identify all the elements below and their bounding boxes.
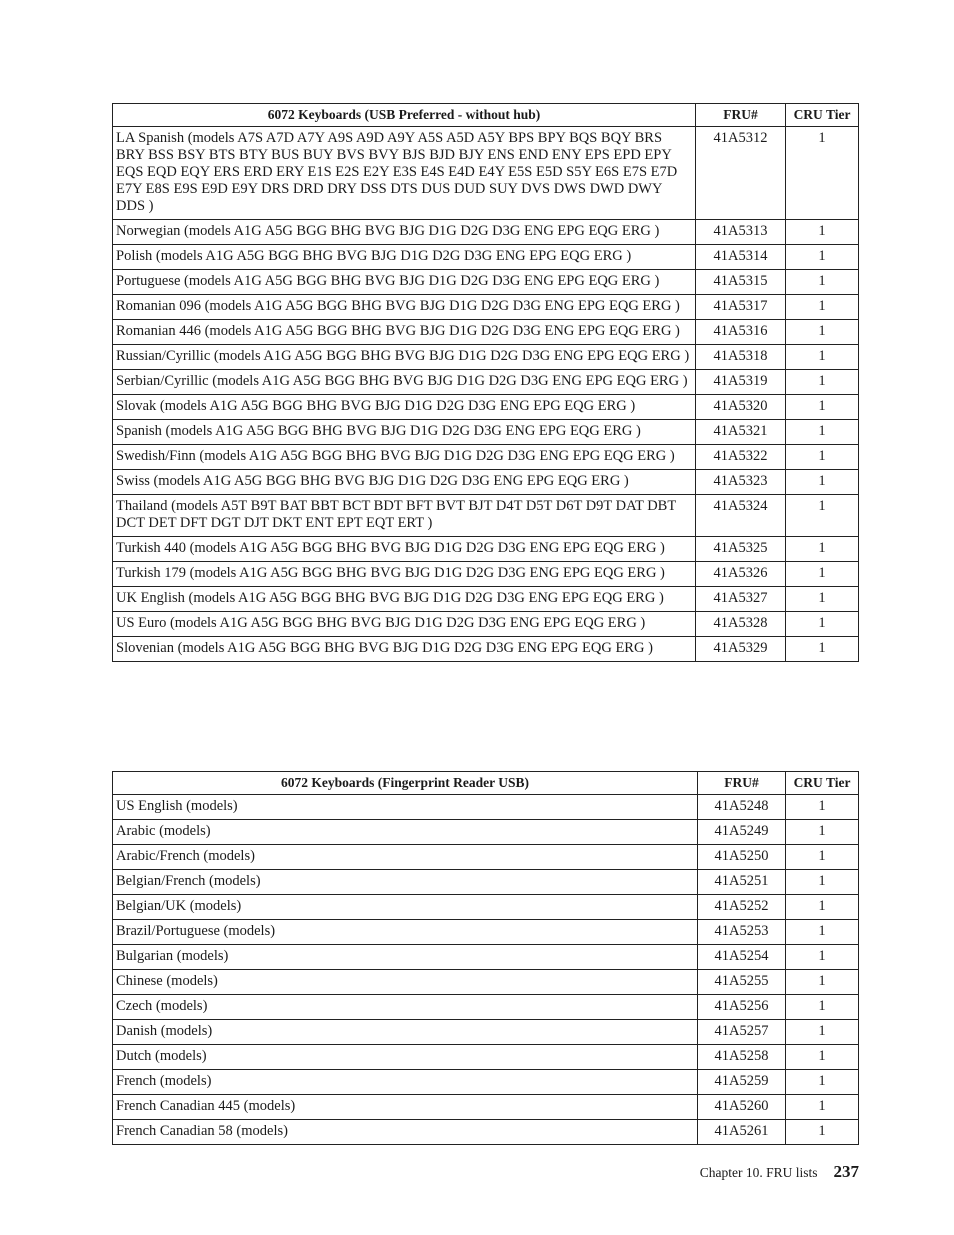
table-row: [113, 920, 859, 945]
table-row: [113, 587, 859, 612]
cell-fru-number: 41A5260: [698, 1095, 786, 1120]
cell-description: Thailand (models A5T B9T BAT BBT BCT BDT BFT BVT BJT D4T D5T D6T D9T DAT DBT DCT DET DFT DGT DJT DKT ENT EPT EQT ERT ): [113, 495, 696, 537]
cell-description: Slovenian (models A1G A5G BGG BHG BVG BJG D1G D2G D3G ENG EPG EQG ERG ): [113, 637, 696, 662]
cell-description: Romanian 096 (models A1G A5G BGG BHG BVG BJG D1G D2G D3G ENG EPG EQG ERG ): [113, 295, 696, 320]
table-row: [113, 1020, 859, 1045]
cell-cru-tier: 1: [786, 395, 859, 420]
cell-fru-number: 41A5253: [698, 920, 786, 945]
cell-cru-tier: 1: [786, 1095, 859, 1120]
cell-description: Arabic/French (models): [113, 845, 698, 870]
cell-fru-number: 41A5325: [696, 537, 786, 562]
cell-fru-number: 41A5316: [696, 320, 786, 345]
table-row: [113, 1120, 859, 1145]
column-header-fru: FRU#: [698, 772, 786, 795]
cell-fru-number: 41A5313: [696, 220, 786, 245]
cell-description: French Canadian 58 (models): [113, 1120, 698, 1145]
cell-description: Serbian/Cyrillic (models A1G A5G BGG BHG BVG BJG D1G D2G D3G ENG EPG EQG ERG ): [113, 370, 696, 395]
cell-cru-tier: 1: [786, 345, 859, 370]
table-row: [113, 245, 859, 270]
table-row: [113, 1070, 859, 1095]
cell-description: Chinese (models): [113, 970, 698, 995]
cell-cru-tier: 1: [786, 795, 859, 820]
cell-fru-number: 41A5329: [696, 637, 786, 662]
table-row: [113, 320, 859, 345]
cell-cru-tier: 1: [786, 870, 859, 895]
cell-description: Polish (models A1G A5G BGG BHG BVG BJG D1G D2G D3G ENG EPG EQG ERG ): [113, 245, 696, 270]
cell-fru-number: 41A5321: [696, 420, 786, 445]
cell-description: Norwegian (models A1G A5G BGG BHG BVG BJG D1G D2G D3G ENG EPG EQG ERG ): [113, 220, 696, 245]
cell-fru-number: 41A5327: [696, 587, 786, 612]
fru-table-usb-preferred: [112, 103, 859, 662]
cell-fru-number: 41A5256: [698, 995, 786, 1020]
cell-cru-tier: 1: [786, 945, 859, 970]
table-row: [113, 270, 859, 295]
cell-fru-number: 41A5318: [696, 345, 786, 370]
cell-fru-number: 41A5317: [696, 295, 786, 320]
cell-description: Bulgarian (models): [113, 945, 698, 970]
cell-description: Turkish 440 (models A1G A5G BGG BHG BVG BJG D1G D2G D3G ENG EPG EQG ERG ): [113, 537, 696, 562]
table-row: [113, 820, 859, 845]
cell-cru-tier: 1: [786, 127, 859, 220]
table-row: [113, 637, 859, 662]
table-row: [113, 420, 859, 445]
cell-description: Russian/Cyrillic (models A1G A5G BGG BHG BVG BJG D1G D2G D3G ENG EPG EQG ERG ): [113, 345, 696, 370]
cell-cru-tier: 1: [786, 845, 859, 870]
cell-cru-tier: 1: [786, 470, 859, 495]
page-number: 237: [833, 1162, 859, 1181]
column-header-description: 6072 Keyboards (Fingerprint Reader USB): [113, 772, 698, 795]
cell-description: Swiss (models A1G A5G BGG BHG BVG BJG D1G D2G D3G ENG EPG EQG ERG ): [113, 470, 696, 495]
cell-cru-tier: 1: [786, 895, 859, 920]
fru-table-fingerprint-reader: [112, 771, 859, 1145]
cell-cru-tier: 1: [786, 270, 859, 295]
cell-cru-tier: 1: [786, 1070, 859, 1095]
table-row: [113, 220, 859, 245]
cell-cru-tier: 1: [786, 970, 859, 995]
cell-description: Slovak (models A1G A5G BGG BHG BVG BJG D1G D2G D3G ENG EPG EQG ERG ): [113, 395, 696, 420]
table-row: [113, 970, 859, 995]
cell-cru-tier: 1: [786, 537, 859, 562]
table-row: [113, 562, 859, 587]
cell-description: Spanish (models A1G A5G BGG BHG BVG BJG D1G D2G D3G ENG EPG EQG ERG ): [113, 420, 696, 445]
table-header-row: [113, 772, 859, 795]
table-row: [113, 127, 859, 220]
cell-cru-tier: 1: [786, 245, 859, 270]
table-row: [113, 345, 859, 370]
cell-fru-number: 41A5322: [696, 445, 786, 470]
cell-cru-tier: 1: [786, 1020, 859, 1045]
cell-cru-tier: 1: [786, 637, 859, 662]
column-header-description: 6072 Keyboards (USB Preferred - without hub): [113, 104, 696, 127]
cell-fru-number: 41A5259: [698, 1070, 786, 1095]
cell-fru-number: 41A5250: [698, 845, 786, 870]
cell-cru-tier: 1: [786, 562, 859, 587]
cell-fru-number: 41A5320: [696, 395, 786, 420]
cell-cru-tier: 1: [786, 587, 859, 612]
cell-cru-tier: 1: [786, 220, 859, 245]
cell-fru-number: 41A5326: [696, 562, 786, 587]
cell-fru-number: 41A5312: [696, 127, 786, 220]
column-header-fru: FRU#: [696, 104, 786, 127]
table-row: [113, 445, 859, 470]
cell-cru-tier: 1: [786, 820, 859, 845]
cell-fru-number: 41A5261: [698, 1120, 786, 1145]
table-header-row: [113, 104, 859, 127]
table-row: [113, 612, 859, 637]
cell-cru-tier: 1: [786, 445, 859, 470]
table-row: [113, 1045, 859, 1070]
cell-description: Swedish/Finn (models A1G A5G BGG BHG BVG BJG D1G D2G D3G ENG EPG EQG ERG ): [113, 445, 696, 470]
table-row: [113, 1095, 859, 1120]
page-footer: [700, 1162, 859, 1182]
table-row: [113, 470, 859, 495]
cell-fru-number: 41A5257: [698, 1020, 786, 1045]
cell-description: French (models): [113, 1070, 698, 1095]
table-row: [113, 370, 859, 395]
chapter-title: Chapter 10. FRU lists: [699, 1165, 818, 1180]
cell-description: Romanian 446 (models A1G A5G BGG BHG BVG BJG D1G D2G D3G ENG EPG EQG ERG ): [113, 320, 696, 345]
cell-cru-tier: 1: [786, 995, 859, 1020]
cell-description: US English (models): [113, 795, 698, 820]
cell-fru-number: 41A5249: [698, 820, 786, 845]
cell-cru-tier: 1: [786, 920, 859, 945]
table-row: [113, 995, 859, 1020]
table-row: [113, 537, 859, 562]
cell-cru-tier: 1: [786, 295, 859, 320]
cell-fru-number: 41A5254: [698, 945, 786, 970]
cell-fru-number: 41A5255: [698, 970, 786, 995]
cell-cru-tier: 1: [786, 420, 859, 445]
cell-description: French Canadian 445 (models): [113, 1095, 698, 1120]
table-row: [113, 895, 859, 920]
cell-fru-number: 41A5323: [696, 470, 786, 495]
cell-description: Dutch (models): [113, 1045, 698, 1070]
cell-fru-number: 41A5258: [698, 1045, 786, 1070]
cell-cru-tier: 1: [786, 495, 859, 537]
cell-cru-tier: 1: [786, 612, 859, 637]
cell-fru-number: 41A5319: [696, 370, 786, 395]
cell-cru-tier: 1: [786, 1045, 859, 1070]
cell-fru-number: 41A5252: [698, 895, 786, 920]
cell-description: Czech (models): [113, 995, 698, 1020]
cell-description: UK English (models A1G A5G BGG BHG BVG BJG D1G D2G D3G ENG EPG EQG ERG ): [113, 587, 696, 612]
column-header-cru-tier: CRU Tier: [786, 104, 859, 127]
cell-description: US Euro (models A1G A5G BGG BHG BVG BJG D1G D2G D3G ENG EPG EQG ERG ): [113, 612, 696, 637]
column-header-cru-tier: CRU Tier: [786, 772, 859, 795]
table-row: [113, 495, 859, 537]
cell-fru-number: 41A5328: [696, 612, 786, 637]
table-row: [113, 795, 859, 820]
cell-description: Danish (models): [113, 1020, 698, 1045]
cell-description: Arabic (models): [113, 820, 698, 845]
cell-cru-tier: 1: [786, 1120, 859, 1145]
cell-description: Belgian/French (models): [113, 870, 698, 895]
cell-cru-tier: 1: [786, 320, 859, 345]
cell-fru-number: 41A5248: [698, 795, 786, 820]
cell-fru-number: 41A5315: [696, 270, 786, 295]
table-row: [113, 295, 859, 320]
cell-cru-tier: 1: [786, 370, 859, 395]
cell-description: LA Spanish (models A7S A7D A7Y A9S A9D A9Y A5S A5D A5Y BPS BPY BQS BQY BRS BRY BSS BSY BTS BTY BUS BUY BVS BVY BJS BJD BJY ENS END ENY EPS EPD EPY EQS EQD EQY ERS ERD ERY E1S E2S E2Y E3S E4S E4D E4Y E5S E5D S5Y E6S E7S E7D E7Y E8S E9S E9D E9Y DRS DRD DRY DSS DTS DUS DUD SUY DVS DWS DWD DWY DDS ): [113, 127, 696, 220]
cell-description: Portuguese (models A1G A5G BGG BHG BVG BJG D1G D2G D3G ENG EPG EQG ERG ): [113, 270, 696, 295]
cell-fru-number: 41A5314: [696, 245, 786, 270]
cell-fru-number: 41A5251: [698, 870, 786, 895]
cell-description: Belgian/UK (models): [113, 895, 698, 920]
table-row: [113, 870, 859, 895]
cell-fru-number: 41A5324: [696, 495, 786, 537]
table-row: [113, 845, 859, 870]
cell-description: Brazil/Portuguese (models): [113, 920, 698, 945]
table-row: [113, 945, 859, 970]
table-row: [113, 395, 859, 420]
cell-description: Turkish 179 (models A1G A5G BGG BHG BVG BJG D1G D2G D3G ENG EPG EQG ERG ): [113, 562, 696, 587]
